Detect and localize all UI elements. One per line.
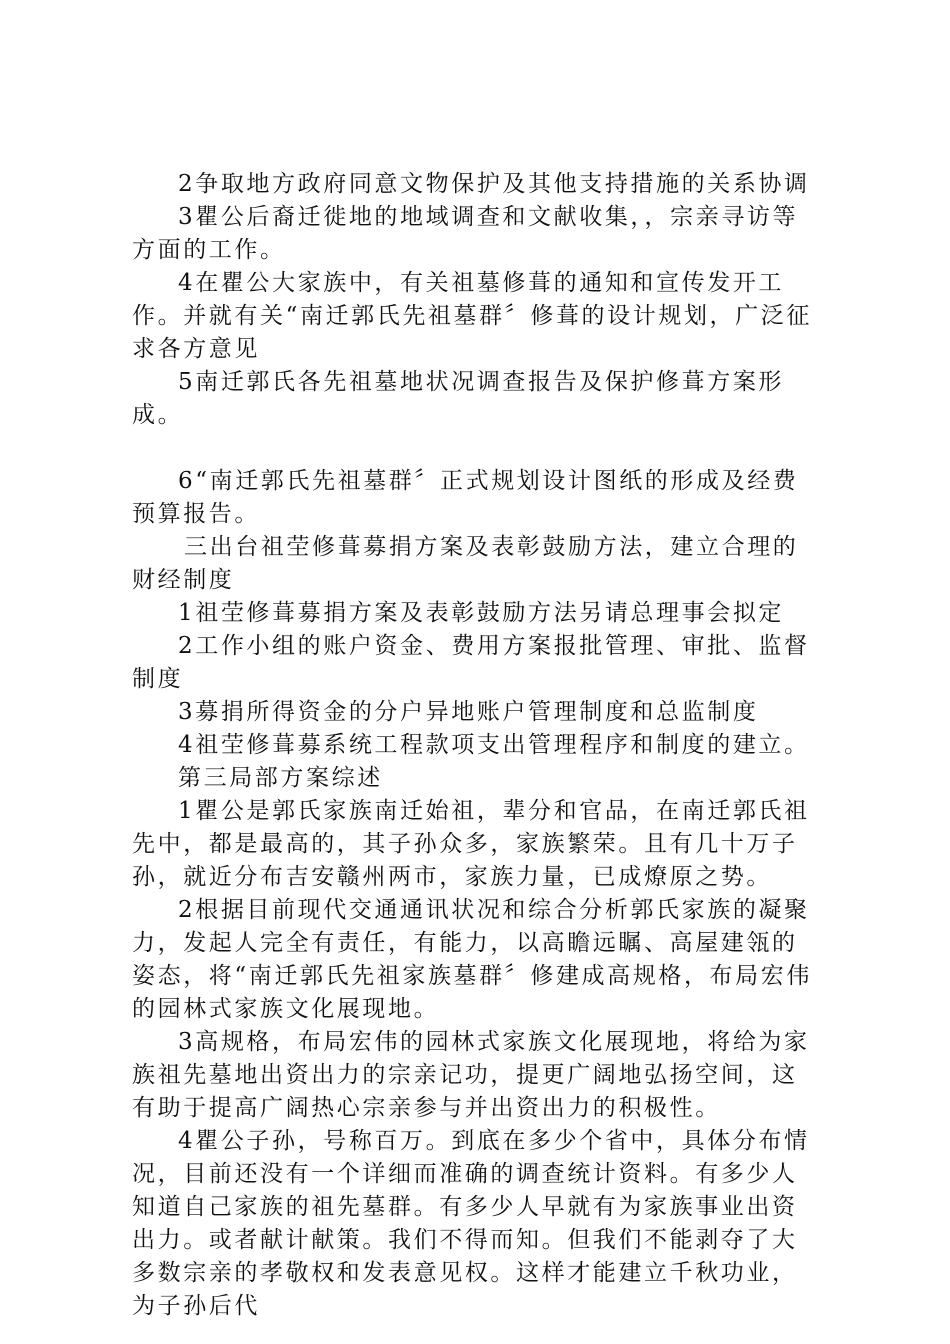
summary-item-3: 3高规格，布局宏伟的园林式家族文化展现地，将给为家族祖先墓地出资出力的宗亲记功，提更广阔地弘扬空间，这有助于提高广阔热心宗亲参与并出资出力的积极性。 <box>132 1029 810 1121</box>
paragraph-item-4: 4在瞿公大家族中，有关祖墓修葺的通知和宣传发开工作。并就有关“南迁郭氏先祖墓群〞修葺的设计规划，广泛征求各方意见 <box>132 270 812 362</box>
paragraph-item-5: 5南迁郭氏各先祖墓地状况调查报告及保护修葺方案形成。 <box>132 369 785 428</box>
finance-item-1: 1祖茔修葺募捐方案及表彰鼓励方法另请总理事会拟定 <box>178 600 785 626</box>
paragraph-item-3: 3瞿公后裔迁徙地的地域调查和文献收集，，宗亲寻访等方面的工作。 <box>132 204 799 263</box>
finance-item-2: 2工作小组的账户资金、费用方案报批管理、审批、监督制度 <box>132 633 810 692</box>
paragraph-item-6: 6“南迁郭氏先祖墓群〞正式规划设计图纸的形成及经费预算报告。 <box>132 468 799 527</box>
finance-item-3: 3募捐所得资金的分户异地账户管理制度和总监制度 <box>178 699 759 725</box>
summary-item-4: 4瞿公子孙，号称百万。到底在多少个省中，具体分布情况，目前还没有一个详细而准确的调查统计资料。有多少人知道自己家族的祖先墓群。有多少人早就有为家族事业出资出力。或者献计献策。我们不得而知。但我们不能剥夺了大多数宗亲的孝敬权和发表意见权。这样才能建立千秋功业，为子孙后代 <box>132 1128 810 1319</box>
section-heading-finance: 三出台祖茔修葺募捐方案及表彰鼓励方法，建立合理的财经制度 <box>132 534 799 593</box>
finance-item-4: 4祖茔修葺募系统工程款项支出管理程序和制度的建立。 <box>178 732 810 758</box>
summary-item-1: 1瞿公是郭氏家族南迁始祖，辈分和官品，在南迁郭氏祖先中，都是最高的，其子孙众多，家族繁荣。且有几十万子孙，就近分布吉安赣州两市，家族力量，已成燎原之势。 <box>132 798 810 890</box>
paragraph-item-2: 2争取地方政府同意文物保护及其他支持措施的关系协调 <box>178 171 810 197</box>
summary-item-2: 2根据目前现代交通通讯状况和综合分析郭氏家族的凝聚力，发起人完全有责任，有能力，以高瞻远瞩、高屋建瓴的姿态，将“南迁郭氏先祖家族墓群〞修建成高规格，布局宏伟的园林式家族文化展现地。 <box>132 897 812 1022</box>
part-three-heading: 第三局部方案综述 <box>178 765 383 791</box>
document-body <box>132 168 822 1323</box>
